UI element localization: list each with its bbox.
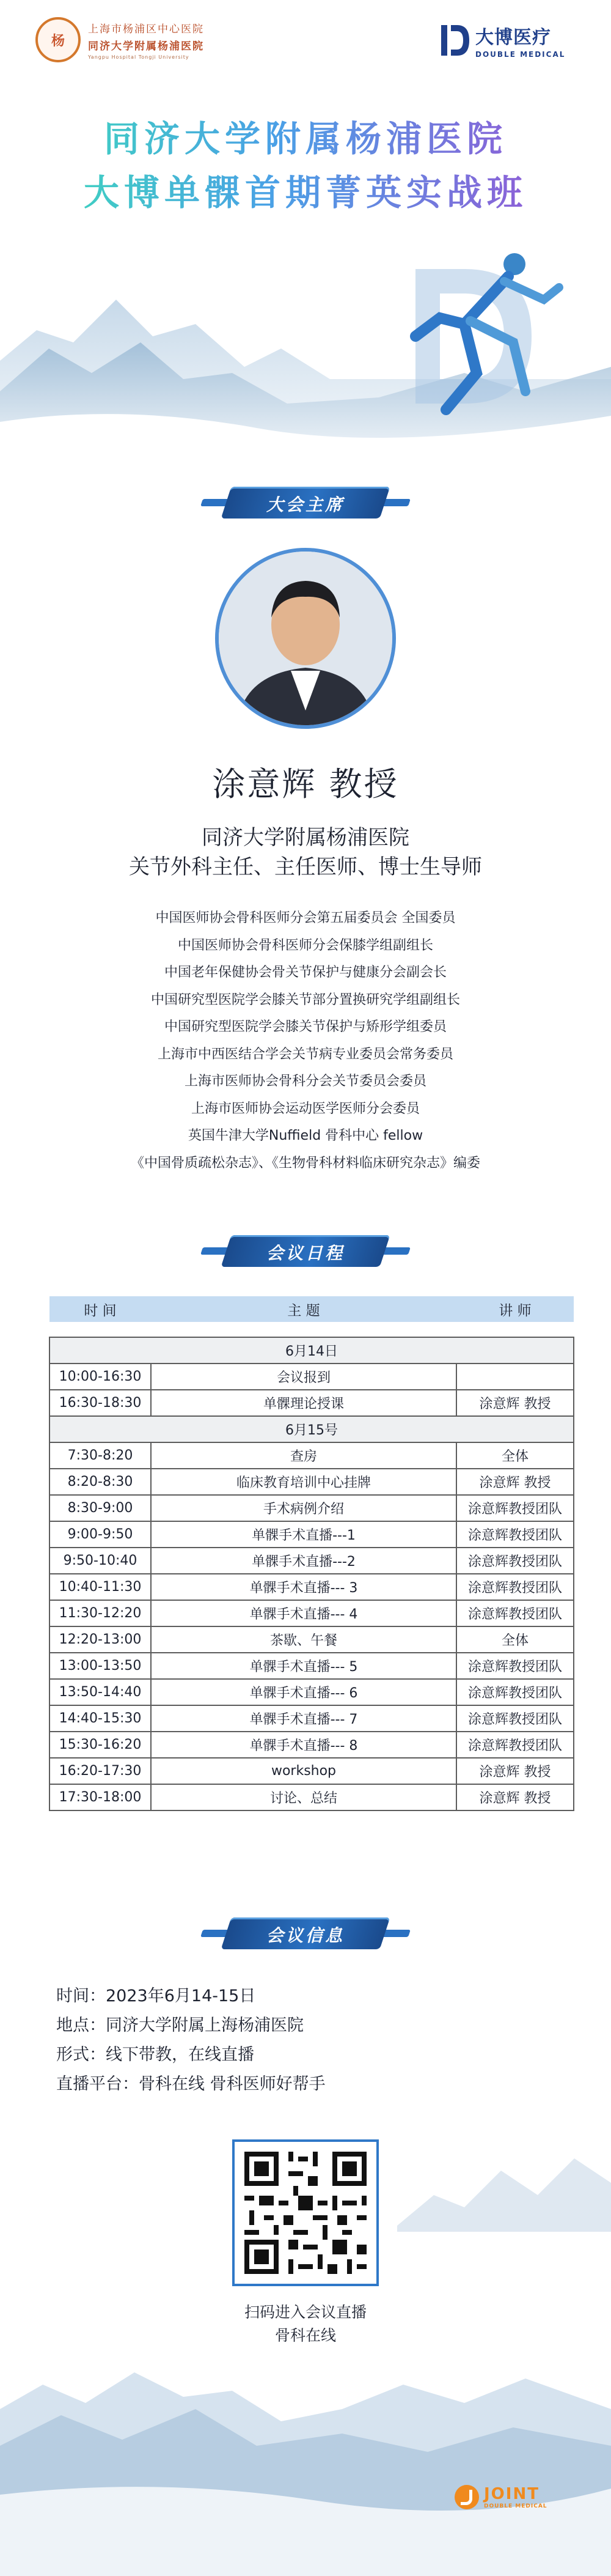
schedule-speaker: 涂意辉 教授 — [456, 1758, 574, 1784]
schedule-date-row — [49, 1416, 574, 1442]
chairman-badge-label: 大会主席 — [266, 495, 345, 515]
joint-brand: JOINT — [484, 2485, 540, 2503]
role-item: 中国研究型医院学会膝关节保护与矫形学组委员 — [164, 1019, 447, 1035]
schedule-row — [49, 1679, 574, 1705]
schedule-topic: 单髁手术直播--- 4 — [151, 1600, 456, 1626]
schedule-speaker: 涂意辉教授团队 — [456, 1574, 574, 1600]
role-item: 上海市中西医结合学会关节病专业委员会常务委员 — [157, 1046, 453, 1062]
schedule-time: 13:50-14:40 — [49, 1679, 151, 1705]
schedule-row — [49, 1469, 574, 1495]
schedule-header-row — [49, 1296, 574, 1322]
schedule-speaker: 涂意辉 教授 — [456, 1390, 574, 1416]
schedule-speaker: 涂意辉教授团队 — [456, 1600, 574, 1626]
schedule-time: 8:20-8:30 — [49, 1469, 151, 1495]
chairman-photo — [215, 548, 396, 729]
side-mountains — [397, 2122, 611, 2232]
schedule-time: 7:30-8:20 — [49, 1442, 151, 1469]
schedule-topic: 单髁理论授课 — [151, 1390, 456, 1416]
schedule-topic: 单髁手术直播--- 5 — [151, 1653, 456, 1679]
schedule-date-row — [49, 1337, 574, 1364]
info-time: 时间：2023年6月14-15日 — [56, 1987, 256, 2006]
role-item: 上海市医师协会运动医学医师分会委员 — [191, 1101, 420, 1116]
joint-mark-icon — [455, 2485, 479, 2509]
schedule-speaker: 涂意辉 教授 — [456, 1469, 574, 1495]
schedule-speaker: 涂意辉教授团队 — [456, 1521, 574, 1548]
chairman-badge — [226, 483, 385, 522]
schedule-topic: 临床教育培训中心挂牌 — [151, 1469, 456, 1495]
qr-code[interactable] — [232, 2139, 379, 2286]
info-location: 地点：同济大学附属上海杨浦医院 — [56, 2016, 304, 2035]
schedule-badge — [226, 1231, 385, 1271]
schedule-time: 11:30-12:20 — [49, 1600, 151, 1626]
schedule-time: 17:30-18:00 — [49, 1784, 151, 1810]
schedule-speaker — [456, 1364, 574, 1390]
role-item: 上海市医师协会骨科分会关节委员会委员 — [184, 1074, 426, 1089]
schedule-topic: 查房 — [151, 1442, 456, 1469]
header-time: 时 间 — [49, 1296, 151, 1322]
schedule-time: 9:00-9:50 — [49, 1521, 151, 1548]
role-item: 英国牛津大学Nuffield 骨科中心 fellow — [188, 1128, 423, 1143]
qr-caption-2: 骨科在线 — [274, 2327, 336, 2344]
role-item: 中国医师协会骨科医师分会保膝学组副组长 — [177, 937, 433, 953]
hospital-seal-icon: 杨 — [35, 17, 81, 62]
title-line-1: 同济大学附属杨浦医院 — [0, 110, 611, 161]
schedule-row — [49, 1705, 574, 1732]
schedule-speaker: 涂意辉教授团队 — [456, 1679, 574, 1705]
schedule-speaker: 涂意辉教授团队 — [456, 1495, 574, 1521]
schedule-row — [49, 1364, 574, 1390]
schedule-time: 10:00-16:30 — [49, 1364, 151, 1390]
schedule-topic: 单髁手术直播---2 — [151, 1548, 456, 1574]
schedule-row — [49, 1732, 574, 1758]
qr-caption-1: 扫码进入会议直播 — [244, 2303, 367, 2321]
brand-name-cn: 大博医疗 — [475, 27, 551, 48]
schedule-badge-label: 会议日程 — [266, 1243, 345, 1263]
schedule-time: 12:20-13:00 — [49, 1626, 151, 1653]
info-platform: 直播平台：骨科在线 骨科医师好帮手 — [56, 2075, 326, 2094]
schedule-topic: 讨论、总结 — [151, 1784, 456, 1810]
schedule-speaker: 涂意辉教授团队 — [456, 1548, 574, 1574]
schedule-topic: 单髁手术直播--- 3 — [151, 1574, 456, 1600]
schedule-topic: 单髁手术直播--- 6 — [151, 1679, 456, 1705]
schedule-speaker: 涂意辉教授团队 — [456, 1732, 574, 1758]
chairman-name: 涂意辉 教授 — [212, 765, 399, 803]
schedule-topic: 单髁手术直播---1 — [151, 1521, 456, 1548]
bottom-landscape — [0, 2372, 611, 2576]
schedule-time: 15:30-16:20 — [49, 1732, 151, 1758]
hospital-name-1: 上海市杨浦区中心医院 — [88, 23, 204, 35]
schedule-table — [49, 1296, 573, 1811]
brand-name-en: DOUBLE MEDICAL — [475, 50, 566, 59]
schedule-time: 13:00-13:50 — [49, 1653, 151, 1679]
schedule-row — [49, 1495, 574, 1521]
schedule-row — [49, 1653, 574, 1679]
role-item: 中国老年保健协会骨关节保护与健康分会副会长 — [164, 965, 447, 980]
schedule-body — [49, 1337, 574, 1810]
info-format: 形式：线下带教，在线直播 — [56, 2045, 254, 2064]
joint-subbrand: DOUBLE MEDICAL — [484, 2503, 547, 2509]
schedule-time: 16:30-18:30 — [49, 1390, 151, 1416]
portrait-illustration — [219, 552, 392, 725]
qr-code-icon — [235, 2142, 376, 2284]
schedule-topic: 单髁手术直播--- 8 — [151, 1732, 456, 1758]
header-topic: 主 题 — [151, 1296, 456, 1322]
schedule-time: 8:30-9:00 — [49, 1495, 151, 1521]
schedule-row — [49, 1521, 574, 1548]
schedule-row — [49, 1442, 574, 1469]
schedule-time: 9:50-10:40 — [49, 1548, 151, 1574]
schedule-row — [49, 1390, 574, 1416]
chairman-affiliation: 同济大学附属杨浦医院 — [202, 825, 409, 850]
schedule-speaker: 全体 — [456, 1626, 574, 1653]
schedule-topic: 会议报到 — [151, 1364, 456, 1390]
info-badge — [226, 1914, 385, 1953]
role-item: 中国医师协会骨科医师分会第五届委员会 全国委员 — [155, 910, 456, 926]
chairman-position: 关节外科主任、主任医师、博士生导师 — [129, 855, 482, 879]
schedule-time: 10:40-11:30 — [49, 1574, 151, 1600]
hospital-name-en: Yangpu Hospital Tongji University — [88, 54, 189, 60]
info-badge-label: 会议信息 — [266, 1925, 345, 1946]
hospital-logo — [35, 17, 204, 62]
header-speaker: 讲 师 — [456, 1296, 574, 1322]
hospital-name-2: 同济大学附属杨浦医院 — [88, 40, 204, 53]
joint-logo — [455, 2485, 547, 2509]
schedule-topic: 手术病例介绍 — [151, 1495, 456, 1521]
schedule-time: 14:40-15:30 — [49, 1705, 151, 1732]
schedule-topic: 茶歇、午餐 — [151, 1626, 456, 1653]
schedule-row — [49, 1548, 574, 1574]
meeting-info — [56, 1982, 326, 2099]
schedule-speaker: 全体 — [456, 1442, 574, 1469]
schedule-speaker: 涂意辉教授团队 — [456, 1653, 574, 1679]
schedule-speaker: 涂意辉 教授 — [456, 1784, 574, 1810]
schedule-topic: 单髁手术直播--- 7 — [151, 1705, 456, 1732]
role-item: 《中国骨质疏松杂志》、《生物骨科材料临床研究杂志》编委 — [130, 1155, 480, 1171]
title-line-2: 大博单髁首期菁英实战班 — [0, 164, 611, 215]
double-medical-logo — [441, 22, 565, 59]
schedule-topic: workshop — [151, 1758, 456, 1784]
schedule-time: 16:20-17:30 — [49, 1758, 151, 1784]
schedule-speaker: 涂意辉教授团队 — [456, 1705, 574, 1732]
chairman-roles-list — [0, 905, 611, 1177]
schedule-row — [49, 1574, 574, 1600]
schedule-row — [49, 1758, 574, 1784]
role-item: 中国研究型医院学会膝关节部分置换研究学组副组长 — [150, 992, 460, 1008]
runner-illustration — [373, 232, 574, 428]
schedule-date: 6月14日 — [49, 1337, 574, 1364]
double-medical-mark-icon — [441, 23, 470, 58]
schedule-row — [49, 1600, 574, 1626]
schedule-row — [49, 1626, 574, 1653]
schedule-row — [49, 1784, 574, 1810]
schedule-date: 6月15号 — [49, 1416, 574, 1442]
